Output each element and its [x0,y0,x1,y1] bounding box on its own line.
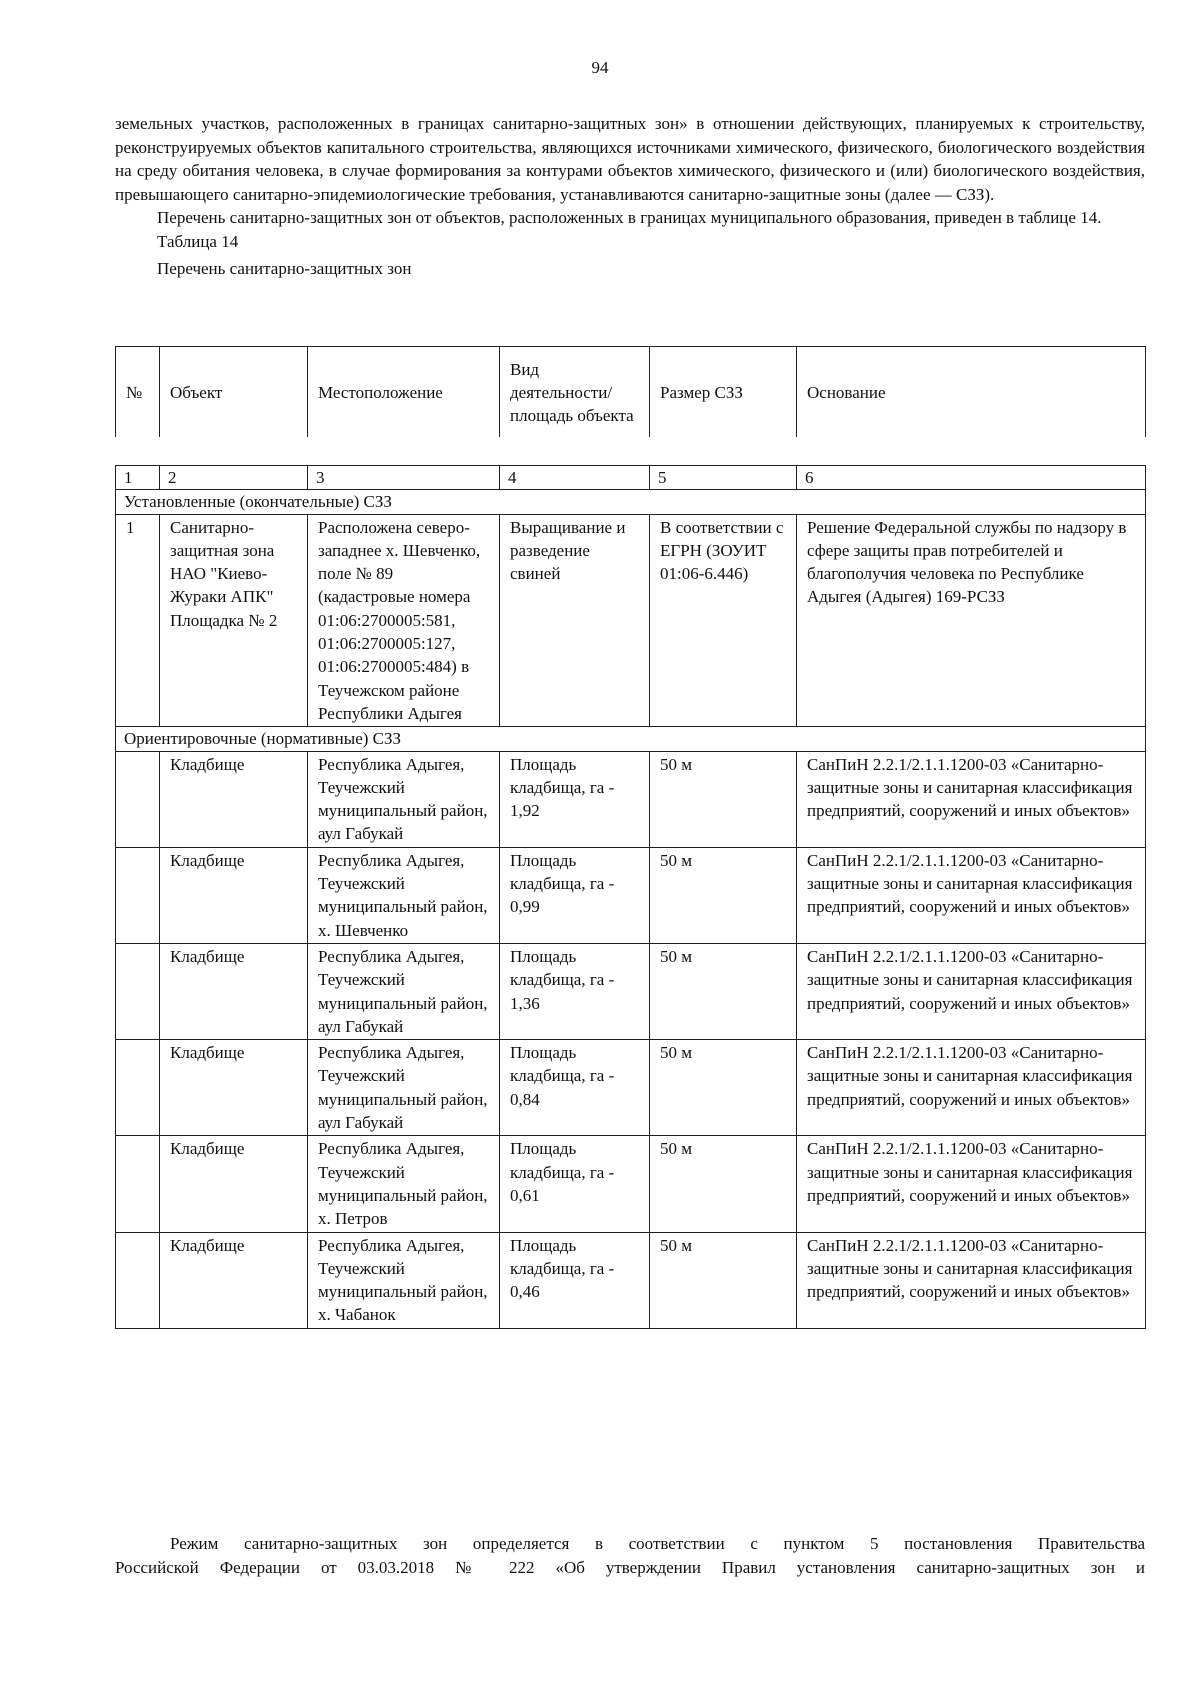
cell-activity: Площадь кладбища, га - 1,36 [500,943,650,1039]
cell-activity: Площадь кладбища, га - 0,84 [500,1040,650,1136]
cell-location: Республика Адыгея, Теучежский муниципальный район, аул Габукай [308,943,500,1039]
cell-object: Кладбище [160,943,308,1039]
cell-number [116,943,160,1039]
header-cell-number: № [116,347,160,438]
cell-location: Республика Адыгея, Теучежский муниципальный район, аул Габукай [308,751,500,847]
table-row [116,514,1146,727]
column-number: 1 [116,466,160,490]
cell-basis: СанПиН 2.2.1/2.1.1.1200-03 «Санитарно-защитные зоны и санитарная классификация предприятий, сооружений и иных объектов» [797,943,1146,1039]
header-cell-size: Размер СЗЗ [650,347,797,438]
intro-paragraph-1: земельных участков, расположенных в границах санитарно-защитных зон» в отношении действующих, планируемых к строительству, реконструируемых объектов капитального строительства, являющихся источниками химического, физического, биологического воздействия на среду обитания человека, в случае формирования за контурами объектов химического, физического и (или) биологического воздействия, превышающего санитарно-эпидемиологические требования, устанавливаются санитарно-защитные зоны (далее — СЗЗ). [115,114,1145,204]
cell-object: Кладбище [160,847,308,943]
table-row [116,943,1146,1039]
outro-line-2: Российской Федерации от 03.03.2018 № 222 «Об утверждении Правил установления санитарно-защитных зон и [115,1558,1145,1577]
sanitary-zones-table [115,465,1146,1329]
column-number: 3 [308,466,500,490]
cell-size: 50 м [650,1232,797,1328]
intro-text [115,112,1145,284]
cell-number [116,1232,160,1328]
cell-basis: СанПиН 2.2.1/2.1.1.1200-03 «Санитарно-защитные зоны и санитарная классификация предприятий, сооружений и иных объектов» [797,751,1146,847]
table-row [116,751,1146,847]
table-header [115,346,1146,437]
cell-number [116,1040,160,1136]
table-row [116,1232,1146,1328]
page-number: 94 [591,58,609,77]
cell-size: 50 м [650,847,797,943]
header-cell-basis: Основание [797,347,1146,438]
cell-basis: Решение Федеральной службы по надзору в сфере защиты прав потребителей и благополучия человека по Республике Адыгея (Адыгея) 169-РСЗЗ [797,514,1146,727]
table-number: Таблица 14 [157,231,239,251]
cell-basis: СанПиН 2.2.1/2.1.1.1200-03 «Санитарно-защитные зоны и санитарная классификация предприятий, сооружений и иных объектов» [797,1136,1146,1232]
section-title: Установленные (окончательные) СЗЗ [116,490,1146,514]
column-number: 4 [500,466,650,490]
cell-size: 50 м [650,751,797,847]
cell-size: 50 м [650,943,797,1039]
column-number-row [116,466,1146,490]
cell-activity: Площадь кладбища, га - 1,92 [500,751,650,847]
table-row [116,1136,1146,1232]
cell-activity: Выращивание и разведение свиней [500,514,650,727]
cell-object: Санитарно-защитная зона НАО "Киево-Жураки АПК" Площадка № 2 [160,514,308,727]
table-row [116,1040,1146,1136]
cell-location: Расположена северо-западнее х. Шевченко, поле № 89 (кадастровые номера 01:06:2700005:581, 01:06:2700005:127, 01:06:2700005:484) в Теучежском районе Республики Адыгея [308,514,500,727]
cell-activity: Площадь кладбища, га - 0,61 [500,1136,650,1232]
intro-paragraph-2: Перечень санитарно-защитных зон от объектов, расположенных в границах муниципального образования, приведен в таблице 14. [157,208,1102,227]
outro-line-1: Режим санитарно-защитных зон определяется в соответствии с пунктом 5 постановления Правительства [170,1534,1145,1553]
cell-object: Кладбище [160,751,308,847]
cell-size: В соответствии с ЕГРН (ЗОУИТ 01:06-6.446) [650,514,797,727]
header-row [116,347,1146,438]
cell-size: 50 м [650,1040,797,1136]
cell-object: Кладбище [160,1136,308,1232]
section-row-indicative [116,727,1146,751]
header-cell-location: Местоположение [308,347,500,438]
table-title: Перечень санитарно-защитных зон [157,258,412,278]
cell-location: Республика Адыгея, Теучежский муниципальный район, х. Чабанок [308,1232,500,1328]
cell-location: Республика Адыгея, Теучежский муниципальный район, аул Габукай [308,1040,500,1136]
column-number: 2 [160,466,308,490]
cell-number: 1 [116,514,160,727]
cell-number [116,751,160,847]
cell-location: Республика Адыгея, Теучежский муниципальный район, х. Шевченко [308,847,500,943]
column-number: 6 [797,466,1146,490]
cell-basis: СанПиН 2.2.1/2.1.1.1200-03 «Санитарно-защитные зоны и санитарная классификация предприятий, сооружений и иных объектов» [797,847,1146,943]
cell-object: Кладбище [160,1232,308,1328]
section-title: Ориентировочные (нормативные) СЗЗ [116,727,1146,751]
cell-location: Республика Адыгея, Теучежский муниципальный район, х. Петров [308,1136,500,1232]
header-cell-activity: Вид деятельности/ площадь объекта [500,347,650,438]
cell-number [116,1136,160,1232]
cell-object: Кладбище [160,1040,308,1136]
cell-basis: СанПиН 2.2.1/2.1.1.1200-03 «Санитарно-защитные зоны и санитарная классификация предприятий, сооружений и иных объектов» [797,1232,1146,1328]
section-row-established [116,490,1146,514]
column-number: 5 [650,466,797,490]
cell-basis: СанПиН 2.2.1/2.1.1.1200-03 «Санитарно-защитные зоны и санитарная классификация предприятий, сооружений и иных объектов» [797,1040,1146,1136]
cell-size: 50 м [650,1136,797,1232]
cell-activity: Площадь кладбища, га - 0,99 [500,847,650,943]
table-row [116,847,1146,943]
header-cell-object: Объект [160,347,308,438]
cell-activity: Площадь кладбища, га - 0,46 [500,1232,650,1328]
outro-text [115,1532,1145,1580]
cell-number [116,847,160,943]
